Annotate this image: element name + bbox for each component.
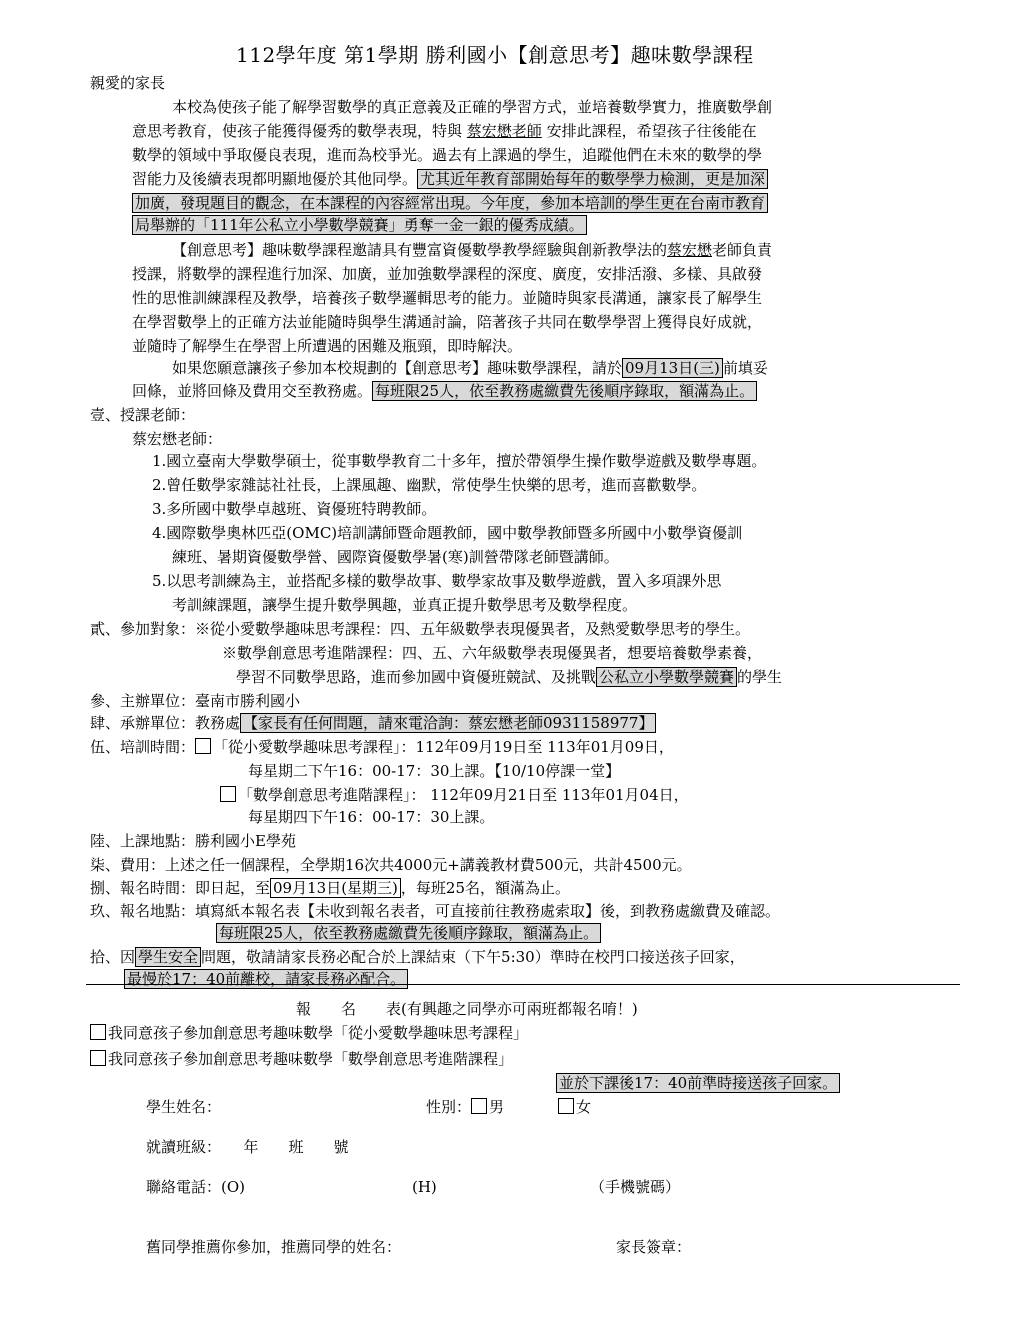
teacher-label: 蔡宏懋老師： xyxy=(132,430,223,448)
checkbox[interactable] xyxy=(90,1050,106,1066)
intro-line: 在學習數學上的正確方法並能隨時與學生溝通討論，陪著孩子共同在數學學習上獲得良好成就， xyxy=(132,313,763,331)
section-line: 每星期二下午16：00-17：30上課。【10/10停課一堂】 xyxy=(248,762,621,780)
divider xyxy=(86,984,960,985)
section-line: ※數學創意思考進階課程：四、五、六年級數學表現優異者，想要培養數學素養， xyxy=(222,644,763,662)
intro-line: 並隨時了解學生在學習上所遭遇的困難及瓶頸，即時解決。 xyxy=(132,337,523,355)
phone-mobile: （手機號碼） xyxy=(590,1178,681,1196)
list-item: 練班、暑期資優數學營、國際資優數學暑(寒)訓營帶隊老師暨講師。 xyxy=(172,548,619,566)
checkbox[interactable] xyxy=(90,1024,106,1040)
highlight: 局舉辦的「111年公私立小學數學競賽」勇奪一金一銀的優秀成績。 xyxy=(132,215,587,235)
intro-line: 【創意思考】趣味數學課程邀請具有豐富資優數學教學經驗與創新教學法的蔡宏懋老師負責 xyxy=(172,241,773,259)
checkbox-male[interactable] xyxy=(471,1098,487,1114)
highlight: 每班限25人，依至教務處繳費先後順序錄取，額滿為止。 xyxy=(216,922,601,944)
class-label: 就讀班級： 年 班 號 xyxy=(146,1138,349,1156)
section-line: 玖、報名地點：填寫紙本報名表【未收到報名表者，可直接前往教務處索取】後，到教務處繳費及確認。 xyxy=(90,902,781,920)
section-line: 參、主辦單位：臺南市勝利國小 xyxy=(90,692,301,710)
deadline-date: 09月13日(三) xyxy=(622,358,723,378)
list-item: 考訓練課題，讓學生提升數學興趣，並真正提升數學思考及數學程度。 xyxy=(172,596,638,614)
section-line: 學習不同數學思路，進而參加國中資優班競試、及挑戰 公私立小學數學競賽 的學生 xyxy=(236,668,783,686)
section-line: 伍、培訓時間： 「從小愛數學趣味思考課程」：112年09月19日至 113年01月09日， xyxy=(90,738,674,756)
list-item: 3.多所國中數學卓越班、資優班特聘教師。 xyxy=(152,500,437,518)
highlight: 尤其近年教育部開始每年的數學學力檢測，更是加深 xyxy=(417,169,768,189)
student-name-label: 學生姓名： xyxy=(146,1098,222,1116)
teacher-name: 蔡宏懋老師 xyxy=(466,122,542,140)
intro-line: 習能力及後續表現都明顯地優於其他同學。 尤其近年教育部開始每年的數學學力檢測，更是加深 xyxy=(132,168,768,190)
intro-line: 本校為使孩子能了解學習數學的真正意義及正確的學習方式，並培養數學實力，推廣數學創 xyxy=(172,98,773,116)
highlight: 加廣，發現題目的觀念，在本課程的內容經常出現。今年度，參加本培訓的學生更在台南市教育 xyxy=(132,193,768,213)
intro-line: 回條，並將回條及費用交至教務處。 每班限25人，依至教務處繳費先後順序錄取，額滿為止。 xyxy=(132,380,757,402)
section-line: 貳、參加對象：※從小愛數學趣味思考課程：四、五年級數學表現優異者，及熱愛數學思考的學生。 xyxy=(90,620,751,638)
intro-line xyxy=(132,192,768,214)
pickup-note: 並於下課後17：40前準時接送孩子回家。 xyxy=(556,1072,840,1094)
intro-line: 意思考教育，使孩子能獲得優秀的數學表現，特與 蔡宏懋老師 安排此課程，希望孩子往後能在 xyxy=(132,122,757,140)
greeting: 親愛的家長 xyxy=(90,74,166,92)
intro-line: 授課，將數學的課程進行加深、加廣，並加強數學課程的深度、廣度，安排活潑、多樣、具啟發 xyxy=(132,265,763,283)
highlight: 公私立小學數學競賽 xyxy=(596,667,737,687)
checkbox[interactable] xyxy=(220,786,236,802)
list-item: 1.國立臺南大學數學碩士，從事數學教育二十多年，擅於帶領學生操作數學遊戲及數學專題。 xyxy=(152,452,767,470)
gender-female: 女 xyxy=(558,1096,591,1118)
list-item: 2.曾任數學家雜誌社社長，上課風趣、幽默，常使學生快樂的思考，進而喜歡數學。 xyxy=(152,476,707,494)
section-line: 柒、費用：上述之任一個課程，全學期16次共4000元+講義教材費500元，共計4500元。 xyxy=(90,856,692,874)
checkbox[interactable] xyxy=(195,738,211,754)
section-line: 拾、因 學生安全 問題，敬請請家長務必配合於上課結束（下午5:30）準時在校門口接送孩子回家， xyxy=(90,948,745,966)
section-line: 肆、承辦單位：教務處 【家長有任何問題，請來電洽詢：蔡宏懋老師0931158977】 xyxy=(90,712,656,734)
section-line: 捌、報名時間：即日起，至 09月13日(星期三) ，每班25名，額滿為止。 xyxy=(90,879,570,897)
page-title: 112學年度 第1學期 勝利國小【創意思考】趣味數學課程 xyxy=(236,43,754,67)
intro-line: 數學的領域中爭取優良表現，進而為校爭光。過去有上課過的學生，追蹤他們在未來的數學的學 xyxy=(132,146,763,164)
intro-line: 如果您願意讓孩子參加本校規劃的【創意思考】趣味數學課程，請於 09月13日(三) 前填妥 xyxy=(172,359,768,377)
phone-home: (H) xyxy=(412,1178,437,1196)
checkbox-female[interactable] xyxy=(558,1098,574,1114)
list-item: 5.以思考訓練為主，並搭配多樣的數學故事、數學家故事及數學遊戲，置入多項課外思 xyxy=(152,572,722,590)
phone-label: 聯絡電話：(O) xyxy=(146,1178,246,1196)
highlight: 最慢於17：40前離校，請家長務必配合。 xyxy=(124,968,408,990)
intro-line xyxy=(132,214,587,236)
parent-signature-label: 家長簽章： xyxy=(616,1238,692,1256)
form-option: 我同意孩子參加創意思考趣味數學「數學創意思考進階課程」 xyxy=(90,1048,513,1070)
contact-highlight: 【家長有任何問題，請來電洽詢：蔡宏懋老師0931158977】 xyxy=(240,713,656,733)
deadline-date: 09月13日(星期三) xyxy=(270,878,401,898)
recommend-label: 舊同學推薦你參加，推薦同學的姓名： xyxy=(146,1238,402,1256)
highlight: 學生安全 xyxy=(135,947,201,967)
section-line: 每星期四下午16：00-17：30上課。 xyxy=(248,808,495,826)
list-item: 4.國際數學奧林匹亞(OMC)培訓講師暨命題教師，國中數學教師暨多所國中小數學資優訓 xyxy=(152,524,743,542)
teacher-name: 蔡宏懋 xyxy=(667,241,713,259)
gender-field: 性別： 男 xyxy=(426,1098,505,1116)
intro-line: 性的思惟訓練課程及教學，培養孩子數學邏輯思考的能力。並隨時與家長溝通，讓家長了解學生 xyxy=(132,289,763,307)
highlight: 每班限25人，依至教務處繳費先後順序錄取，額滿為止。 xyxy=(372,381,757,401)
section-line: 陸、上課地點：勝利國小E學苑 xyxy=(90,832,296,850)
section-heading: 壹、授課老師： xyxy=(90,406,196,424)
section-line: 「數學創意思考進階課程」： 112年09月21日至 113年01月04日， xyxy=(220,784,689,806)
form-option: 我同意孩子參加創意思考趣味數學「從小愛數學趣味思考課程」 xyxy=(90,1022,528,1044)
form-title: 報 名 表(有興趣之同學亦可兩班都報名唷！) xyxy=(296,1000,638,1018)
